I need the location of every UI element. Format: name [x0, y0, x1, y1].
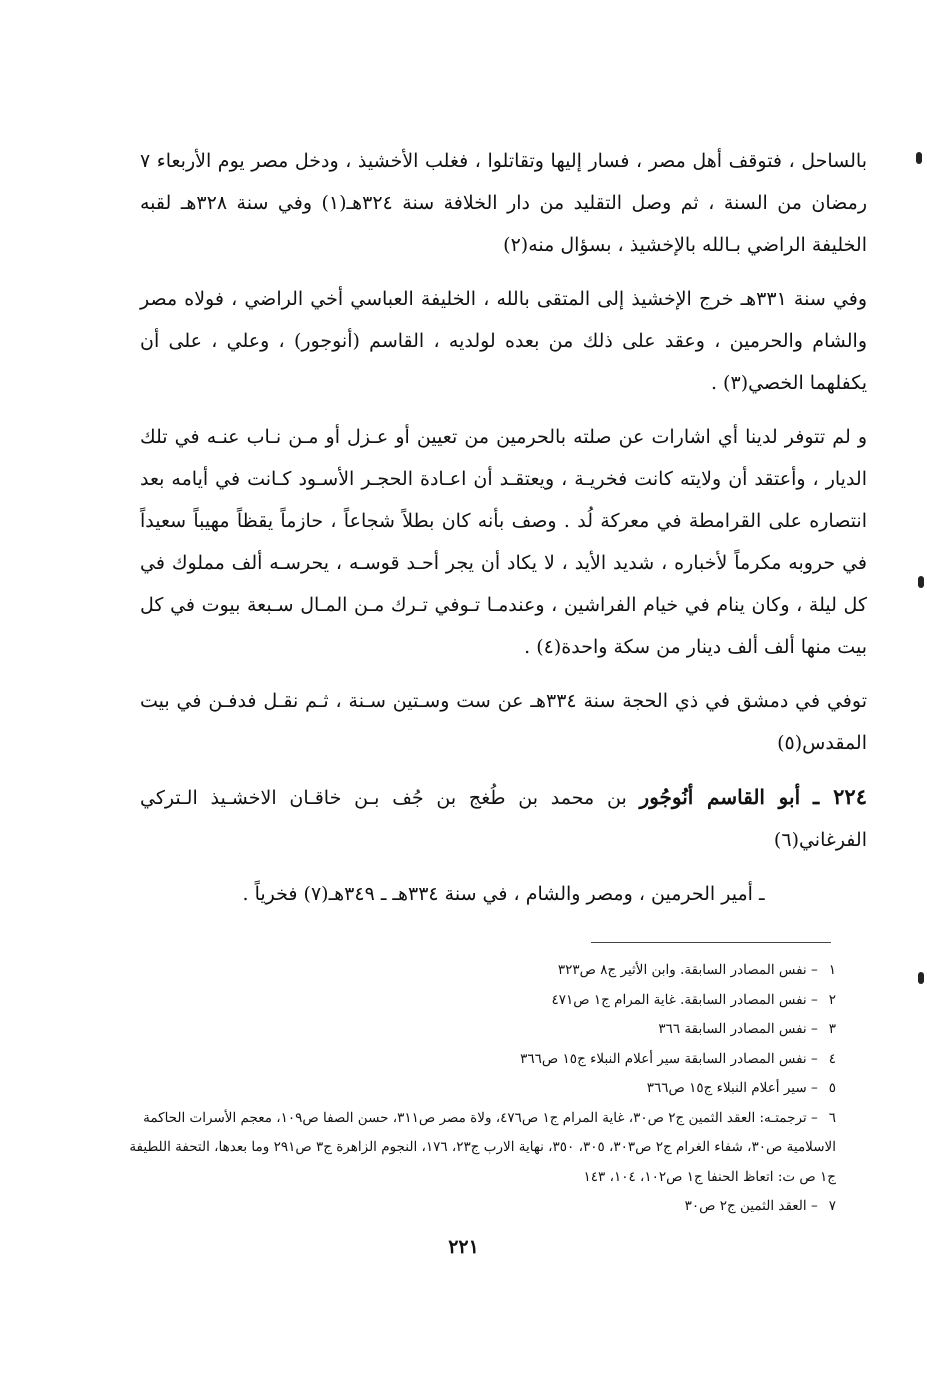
footnote-text: – سير أعلام النبلاء ج١٥ ص٣٦٦: [646, 1080, 818, 1096]
paragraph: وفي سنة ٣٣١هـ خرج الإخشيذ إلى المتقى بالله ، الخليفة العباسي أخي الراضي ، فولاه مصر والشام والحرمين ، وعقد على ذلك من بعده لولديه ، القاسم (أنوجور) ، وعلي ، على أن يكفلهما الخصي(٣) .: [140, 288, 867, 394]
entry-number: ٢٢٤ ـ: [812, 784, 867, 809]
footnote: [120, 956, 836, 986]
margin-mark: [918, 972, 924, 984]
main-text: [140, 140, 867, 927]
footnote-text: – ترجمتـه: العقد الثمين ج٢ ص٣٠، غاية المرام ج١ ص٤٧٦، ولاة مصر ص٣١١، حسن الصفا ص١٠٩، معجم الأسرات الحاكمة الاسلامية ص٣٠، شفاء الغرام ج٢ ص٣٠٣، ٣٠٥، ٣٥٠، نهاية الارب ج٢٣، ١٧٦، النجوم الزاهرة ج٣ ص٢٩١ وما بعدها، التحفة اللطيفة ج١ ص ت: اتعاظ الحنفا ج١ ص١٠٢، ١٠٤، ١٤٣: [129, 1109, 836, 1185]
footnote: [120, 1015, 836, 1045]
entry-line: ـ أمير الحرمين ، ومصر والشام ، في سنة ٣٣٤هـ ـ ٣٤٩هـ(٧) فخرياً .: [242, 883, 765, 905]
footnote-text: – نفس المصادر السابقة سير أعلام النبلاء ج١٥ ص٣٦٦: [520, 1050, 818, 1067]
footnote-number: ٣: [828, 1021, 836, 1037]
footnote: [120, 1045, 836, 1075]
footnote-divider: [591, 942, 831, 943]
footnote-text: – نفس المصادر السابقة ٣٦٦: [658, 1021, 818, 1037]
page-number: ٢٢١: [448, 1236, 479, 1258]
entry-heading: [140, 776, 867, 861]
footnote: [120, 1192, 836, 1222]
paragraph: و لم تتوفر لدينا أي اشارات عن صلته بالحرمين من تعيين أو عـزل أو مـن نـاب عنـه في تلك الديار ، وأعتقد أن ولايته كانت فخريـة ، ويعتقـد أن اعـادة الحجـر الأسـود كـانت في أيامه بعد انتصاره على القرامطة في معركة لُد . وصف بأنه كان بطلاً شجاعاً ، حازماً يقظاً مهيباً سعيداً في حروبه مكرماً لأخباره ، شديد الأيد ، لا يكاد أن يجر أحـد قوسـه ، يحرسـه ألف مملوك في كل ليلة ، وكان ينام في خيام الفراشين ، وعندمـا تـوفي تـرك مـن المـال سـبعة بيوت في كل بيت منها ألف ألف دينار من سكة واحدة(٤) .: [140, 426, 867, 658]
footnote-text: – العقد الثمين ج٢ ص٣٠: [684, 1198, 818, 1214]
entry-name: أبو القاسم أنُوجُور: [639, 785, 801, 809]
margin-mark: [918, 576, 924, 588]
footnote: [120, 1104, 836, 1193]
footnote-number: ٦: [828, 1109, 836, 1126]
footnote-number: ١: [828, 962, 836, 978]
footnote-text: – نفس المصادر السابقة. غاية المرام ج١ ص٤٧١: [551, 991, 818, 1008]
footnotes: [120, 956, 836, 1222]
footnote-text: – نفس المصادر السابقة. وابن الأثير ج٨ ص٣٢٣: [557, 962, 818, 978]
margin-mark: [916, 152, 922, 164]
footnote: [120, 1074, 836, 1104]
paragraph: بالساحل ، فتوقف أهل مصر ، فسار إليها وتقاتلوا ، فغلب الأخشيذ ، ودخل مصر يوم الأربعاء ٧ رمضان من السنة ، ثم وصل التقليد من دار الخلافة سنة ٣٢٤هـ(١) وفي سنة ٣٢٨هـ لقبه الخليفة الراضي بـالله بالإخشيذ ، بسؤال منه(٢): [140, 150, 868, 256]
footnote-number: ٢: [828, 991, 836, 1008]
footnote-number: ٧: [828, 1198, 836, 1214]
footnote-number: ٤: [828, 1050, 836, 1067]
footnote-number: ٥: [828, 1080, 836, 1096]
paragraph: توفي في دمشق في ذي الحجة سنة ٣٣٤هـ عن ست وسـتين سـنة ، ثـم نقـل فدفـن في بيت المقدس(٥): [140, 690, 867, 754]
entry-lineage: بن محمد بن طُغج بن جُف بـن خاقـان الاخشـيذ الـتركي الفرغاني(٦): [140, 787, 867, 851]
footnote: [120, 986, 836, 1016]
